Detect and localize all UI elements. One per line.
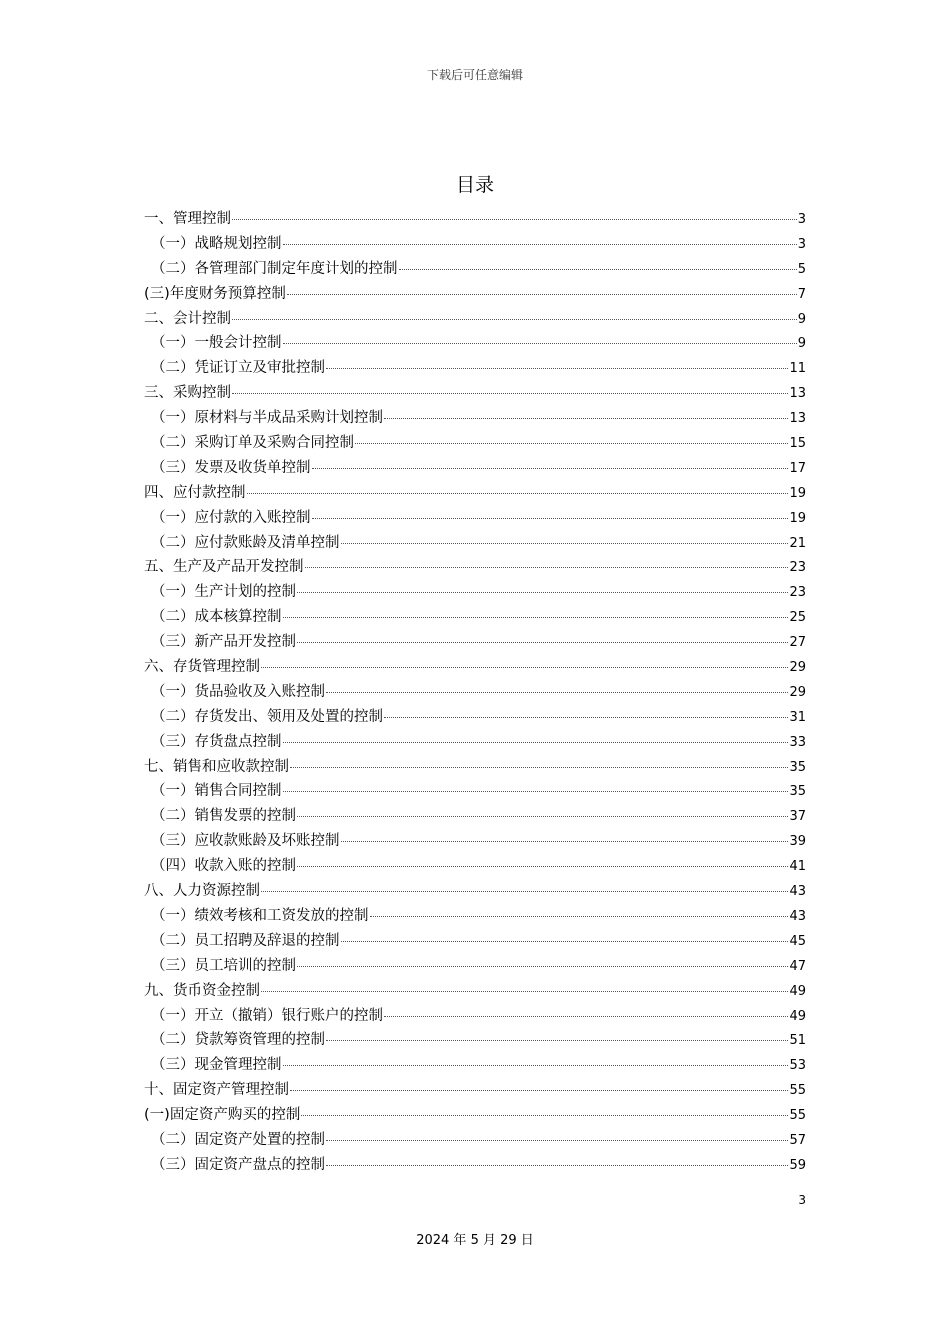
footer-date: 2024 年 5 月 29 日 [416,1233,534,1248]
toc-entry[interactable] [144,954,806,979]
toc-dot-leader [283,329,797,344]
toc-entry-page: 23 [789,585,806,601]
toc-dot-leader [261,653,788,668]
toc-entry-title: （一）销售合同控制 [151,783,282,800]
toc-entry-title: （二）采购订单及采购合同控制 [151,435,354,452]
toc-entry-title: （二）贷款筹资管理的控制 [151,1032,325,1049]
toc-dot-leader [384,703,788,718]
toc-entry[interactable] [144,356,806,381]
toc-dot-leader [326,1126,788,1141]
toc-entry-page: 9 [797,311,806,327]
toc-entry-title: （二）员工招聘及辞退的控制 [151,932,340,949]
toc-dot-leader [301,1101,788,1116]
toc-entry-title: 五、生产及产品开发控制 [144,559,304,576]
toc-dot-leader [297,952,788,967]
toc-dot-leader [305,553,789,568]
toc-entry-title: （二）销售发票的控制 [151,808,296,825]
toc-dot-leader [232,379,788,394]
toc-entry[interactable] [144,232,806,257]
toc-dot-leader [283,230,797,245]
toc-dot-leader [384,1002,788,1017]
toc-entry-page: 39 [789,834,806,850]
toc-entry[interactable] [144,331,806,356]
toc-entry-title: （三）应收款账龄及坏账控制 [151,833,340,850]
toc-dot-leader [341,927,789,942]
toc-entry[interactable] [144,257,806,282]
toc-entry-page: 13 [789,411,806,427]
toc-entry-title: （四）收款入账的控制 [151,858,296,875]
toc-entry[interactable] [144,904,806,929]
toc-entry-page: 7 [797,286,806,302]
toc-entry-title: (三)年度财务预算控制 [144,285,286,302]
toc-entry-title: 四、应付款控制 [144,484,246,501]
toc-entry-title: （三）存货盘点控制 [151,733,282,750]
toc-entry-title: （二）固定资产处置的控制 [151,1131,325,1148]
toc-entry-title: （一）绩效考核和工资发放的控制 [151,907,369,924]
toc-entry-page: 3 [797,212,806,227]
page-number: 3 [798,1193,806,1207]
toc-dot-leader [326,354,788,369]
toc-entry-title: （二）凭证订立及审批控制 [151,360,325,377]
toc-dot-leader [232,305,797,320]
toc-entry-title: （三）固定资产盘点的控制 [151,1156,325,1173]
toc-entry-title: (一)固定资产购买的控制 [144,1107,301,1124]
toc-entry-page: 31 [789,709,806,725]
toc-entry[interactable] [144,481,806,506]
toc-entry-title: 九、货币资金控制 [144,982,260,999]
table-of-contents [144,207,806,1178]
toc-dot-leader [355,429,788,444]
toc-dot-leader [312,454,789,469]
toc-entry-page: 3 [797,236,806,252]
toc-entry[interactable] [144,1053,806,1078]
toc-entry-title: （三）新产品开发控制 [151,634,296,651]
toc-dot-leader [326,1026,788,1041]
toc-entry[interactable] [144,1153,806,1178]
toc-entry[interactable] [144,879,806,904]
toc-dot-leader [384,404,788,419]
toc-entry[interactable] [144,431,806,456]
toc-entry-page: 53 [789,1058,806,1074]
toc-entry-page: 5 [797,261,806,277]
toc-entry[interactable] [144,1128,806,1153]
toc-dot-leader [283,603,789,618]
toc-entry-page: 21 [789,535,806,551]
toc-entry[interactable] [144,829,806,854]
toc-entry-page: 45 [789,933,806,949]
toc-entry-title: 二、会计控制 [144,310,231,327]
toc-dot-leader [287,280,797,295]
toc-dot-leader [326,678,788,693]
toc-entry-page: 27 [789,635,806,651]
toc-dot-leader [247,479,789,494]
toc-dot-leader [312,504,789,519]
toc-entry-title: 六、存货管理控制 [144,659,260,676]
toc-dot-leader [341,529,789,544]
toc-entry[interactable] [144,779,806,804]
toc-entry-page: 35 [789,784,806,800]
toc-entry-page: 11 [789,361,806,377]
toc-entry-page: 17 [789,460,806,476]
toc-entry[interactable] [144,680,806,705]
toc-dot-leader [297,852,788,867]
toc-dot-leader [297,628,788,643]
toc-entry-title: 一、管理控制 [144,211,231,227]
toc-entry[interactable] [144,406,806,431]
toc-entry[interactable] [144,804,806,829]
toc-entry[interactable] [144,555,806,580]
toc-entry[interactable] [144,282,806,307]
toc-dot-leader [370,902,789,917]
toc-entry-page: 49 [789,983,806,999]
toc-entry[interactable] [144,655,806,680]
toc-entry-title: （二）各管理部门制定年度计划的控制 [151,260,398,277]
toc-entry-page: 19 [789,510,806,526]
toc-entry-title: 十、固定资产管理控制 [144,1082,289,1099]
toc-entry-page: 35 [789,759,806,775]
toc-entry-page: 47 [789,958,806,974]
toc-entry-title: （三）发票及收货单控制 [151,459,311,476]
toc-entry-page: 33 [789,734,806,750]
toc-dot-leader [261,977,788,992]
toc-entry-title: （一）开立（撤销）银行账户的控制 [151,1007,383,1024]
toc-entry[interactable] [144,456,806,481]
toc-entry-title: 三、采购控制 [144,385,231,402]
toc-entry-title: （一）战略规划控制 [151,235,282,252]
toc-entry[interactable] [144,531,806,556]
toc-entry-title: （二）存货发出、领用及处置的控制 [151,708,383,725]
toc-entry-page: 13 [789,386,806,402]
toc-dot-leader [261,877,788,892]
toc-entry-page: 51 [789,1033,806,1049]
toc-dot-leader [399,255,797,270]
toc-entry-page: 9 [797,336,806,352]
toc-entry-page: 41 [789,859,806,875]
toc-dot-leader [326,1151,788,1166]
toc-entry-title: （一）生产计划的控制 [151,584,296,601]
toc-entry-page: 55 [789,1108,806,1124]
toc-entry-page: 59 [789,1157,806,1173]
toc-entry-title: （一）应付款的入账控制 [151,509,311,526]
toc-entry[interactable] [144,730,806,755]
toc-dot-leader [341,827,789,842]
toc-entry-title: （一）货品验收及入账控制 [151,683,325,700]
toc-entry-title: （三）员工培训的控制 [151,957,296,974]
toc-entry-page: 29 [789,684,806,700]
toc-entry-title: （一）原材料与半成品采购计划控制 [151,410,383,427]
toc-entry-page: 43 [789,884,806,900]
toc-entry[interactable] [144,630,806,655]
toc-dot-leader [283,1051,789,1066]
toc-entry-page: 37 [789,809,806,825]
page-header: 下载后可任意编辑 [426,68,523,82]
toc-entry-page: 55 [789,1083,806,1099]
toc-entry[interactable] [144,929,806,954]
toc-entry[interactable] [144,1028,806,1053]
toc-dot-leader [290,1076,788,1091]
toc-entry[interactable] [144,1078,806,1103]
toc-entry-title: （一）一般会计控制 [151,335,282,352]
toc-entry-title: （三）现金管理控制 [151,1057,282,1074]
toc-dot-leader [283,777,789,792]
toc-entry-page: 29 [789,660,806,676]
toc-entry[interactable] [144,307,806,332]
toc-entry-title: （二）成本核算控制 [151,609,282,626]
toc-entry-page: 15 [789,436,806,452]
toc-dot-leader [232,205,797,220]
toc-entry[interactable] [144,979,806,1004]
toc-entry[interactable] [144,207,806,232]
toc-entry[interactable] [144,381,806,406]
toc-entry-page: 57 [789,1132,806,1148]
toc-entry[interactable] [144,1004,806,1029]
toc-entry[interactable] [144,605,806,630]
toc-dot-leader [297,578,788,593]
toc-dot-leader [283,728,789,743]
toc-title: 目录 [455,174,494,196]
toc-entry[interactable] [144,1103,806,1128]
toc-entry[interactable] [144,506,806,531]
toc-entry-page: 49 [789,1008,806,1024]
toc-entry[interactable] [144,705,806,730]
toc-entry[interactable] [144,580,806,605]
toc-entry-title: 七、销售和应收款控制 [144,758,289,775]
toc-entry[interactable] [144,854,806,879]
toc-entry[interactable] [144,755,806,780]
toc-entry-page: 23 [789,560,806,576]
toc-dot-leader [290,753,788,768]
toc-dot-leader [297,802,788,817]
toc-entry-title: 八、人力资源控制 [144,883,260,900]
toc-entry-page: 25 [789,610,806,626]
toc-entry-page: 19 [789,485,806,501]
toc-entry-page: 43 [789,908,806,924]
toc-entry-title: （二）应付款账龄及清单控制 [151,534,340,551]
